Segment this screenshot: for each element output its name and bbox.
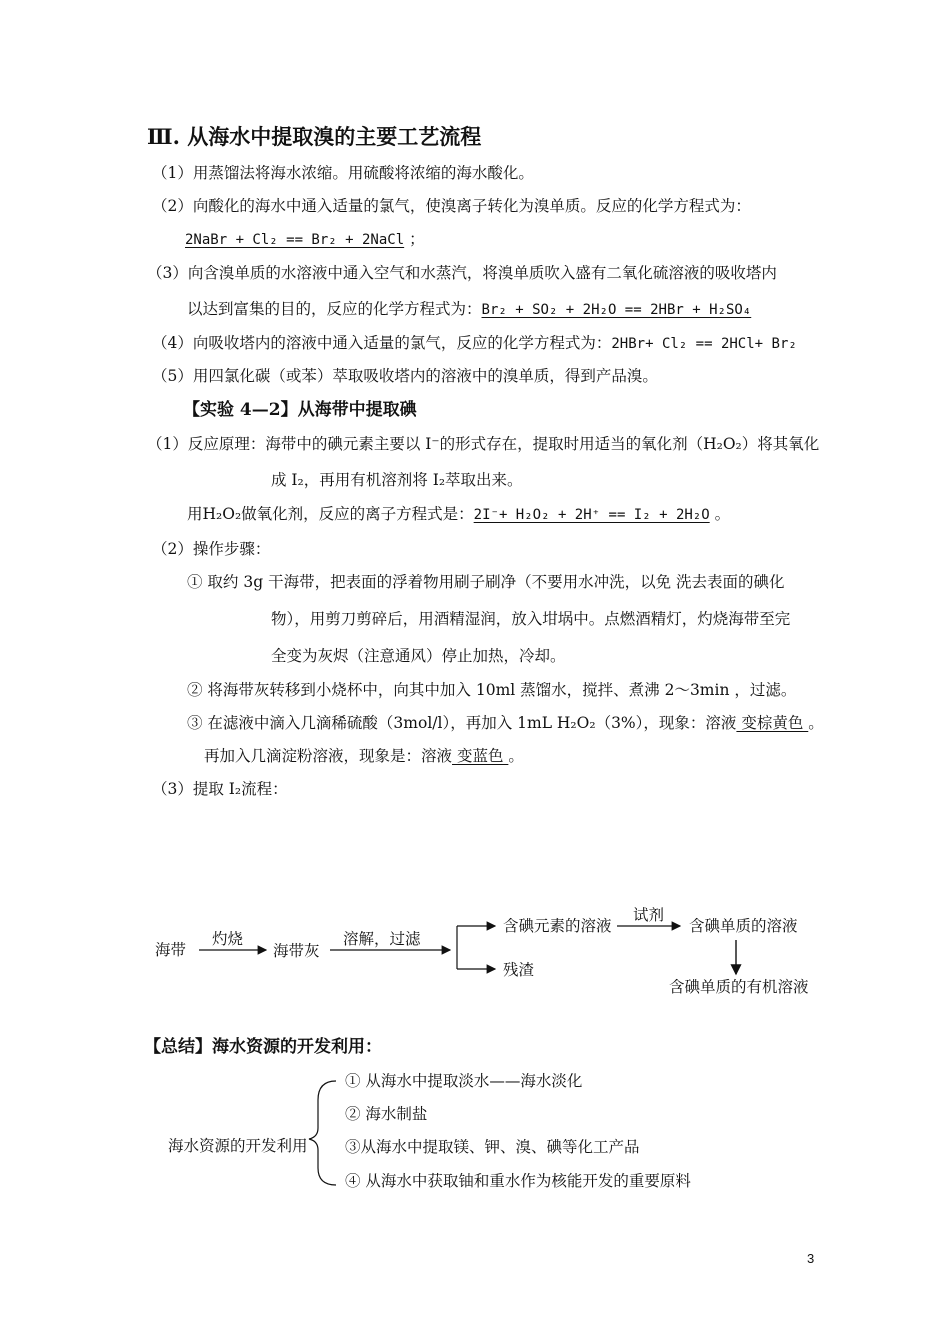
answer-blue: 变蓝色	[452, 747, 509, 765]
principle-line-2: 成 I₂，再用有机溶剂将 I₂萃取出来。	[271, 471, 523, 489]
operation-step-1c: 全变为灰烬（注意通风）停止加热，冷却。	[271, 647, 566, 665]
operation-step-1b: 物），用剪刀剪碎后，用酒精湿润，放入坩埚中。点燃酒精灯，灼烧海带至完	[271, 610, 791, 628]
flow-node-kelp: 海带	[155, 941, 187, 959]
summary-title: 【总结】海水资源的开发利用：	[144, 1037, 382, 1057]
equation-3: 2HBr+ Cl₂ == 2HCl+ Br₂	[611, 336, 797, 352]
step-2: （2）向酸化的海水中通入适量的氯气，使溴离子转化为溴单质。反应的化学方程式为：	[152, 197, 751, 215]
ionic-equation-lead: 用H₂O₂做氧化剂，反应的离子方程式是：	[187, 505, 474, 523]
step-4-lead: （4）向吸收塔内的溶液中通入适量的氯气，反应的化学方程式为：	[152, 334, 612, 352]
answer-brown-yellow: 变棕黄色	[736, 714, 809, 732]
flow-node-residue: 残渣	[503, 961, 535, 979]
ionic-equation: 2I⁻+ H₂O₂ + 2H⁺ == I₂ + 2H₂O	[473, 507, 710, 523]
flow-node-kelp-ash: 海带灰	[273, 942, 320, 960]
flow-label-dissolve-filter: 溶解，过滤	[343, 930, 421, 948]
flow-label-burn: 灼烧	[212, 930, 244, 948]
experiment-title: 【实验 4—2】从海带中提取碘	[183, 400, 417, 420]
equation-1: 2NaBr + Cl₂ == Br₂ + 2NaCl	[185, 232, 405, 248]
step-1: （1）用蒸馏法将海水浓缩。用硫酸将浓缩的海水酸化。	[152, 164, 534, 182]
operation-steps-heading: （2）操作步骤：	[152, 540, 271, 558]
step-5: （5）用四氯化碳（或苯）萃取吸收塔内的溶液中的溴单质，得到产品溴。	[152, 367, 658, 385]
equation-2: Br₂ + SO₂ + 2H₂O == 2HBr + H₂SO₄	[481, 302, 752, 318]
summary-brace	[309, 1081, 336, 1185]
summary-root: 海水资源的开发利用	[168, 1137, 308, 1155]
page-number: 3	[807, 1251, 815, 1266]
operation-step-3b-tail: 。	[508, 747, 524, 765]
principle-line-1: （1）反应原理：海带中的碘元素主要以 I⁻的形式存在，提取时用适当的氧化剂（H₂O₂）将其氧化	[147, 435, 820, 453]
flow-node-iodine-element-solution: 含碘元素的溶液	[503, 917, 612, 935]
flow-node-organic-solution: 含碘单质的有机溶液	[669, 978, 809, 996]
summary-item-3: ③从海水中提取镁、钾、溴、碘等化工产品	[345, 1138, 640, 1156]
extraction-flow-heading: （3）提取 I₂流程：	[152, 780, 288, 798]
operation-step-1a: ① 取约 3g 干海带，把表面的浮着物用刷子刷净（不要用水冲洗，以免 洗去表面的碘化	[187, 573, 785, 591]
summary-item-2: ② 海水制盐	[345, 1105, 428, 1123]
flow-label-reagent: 试剂	[633, 906, 665, 924]
step-3b-lead: 以达到富集的目的，反应的化学方程式为：	[187, 300, 482, 318]
operation-step-2: ② 将海带灰转移到小烧杯中，向其中加入 10ml 蒸馏水，搅拌、煮沸 2～3min ，过滤。	[187, 681, 797, 699]
equation-1-tail: ；	[404, 230, 425, 248]
operation-step-3b-lead: 再加入几滴淀粉溶液，现象是：溶液	[204, 747, 453, 765]
flow-node-iodine-solution: 含碘单质的溶液	[689, 917, 798, 935]
operation-step-3-lead: ③ 在滤液中滴入几滴稀硫酸（3mol/l），再加入 1mL H₂O₂（3%），现象：溶液	[187, 714, 737, 732]
section-title: Ⅲ. 从海水中提取溴的主要工艺流程	[147, 124, 482, 149]
summary-item-4: ④ 从海水中获取铀和重水作为核能开发的重要原料	[345, 1172, 691, 1190]
step-3a: （3）向含溴单质的水溶液中通入空气和水蒸汽，将溴单质吹入盛有二氧化硫溶液的吸收塔内	[147, 264, 777, 282]
summary-item-1: ① 从海水中提取淡水——海水淡化	[345, 1072, 583, 1090]
ionic-equation-tail: 。	[709, 505, 731, 523]
operation-step-3-tail: 。	[808, 714, 824, 732]
